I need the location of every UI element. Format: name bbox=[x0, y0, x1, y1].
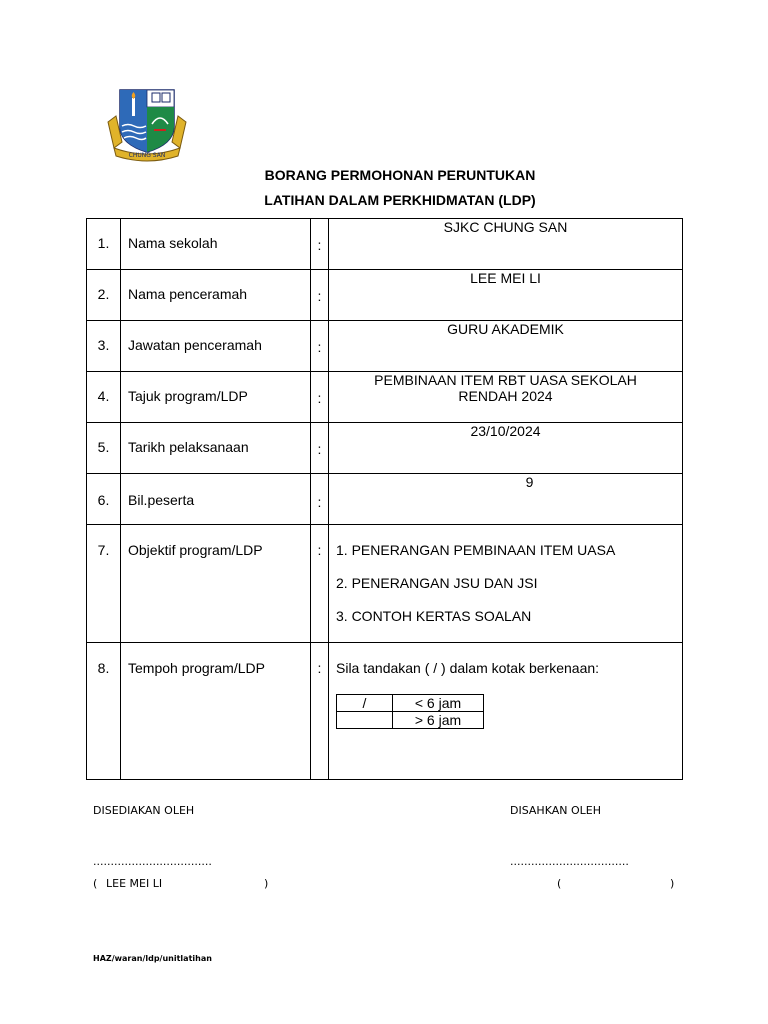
objective-item[interactable]: 3. CONTOH KERTAS SOALAN bbox=[336, 608, 532, 624]
school-logo bbox=[104, 86, 190, 162]
row-label: Tempoh program/LDP bbox=[128, 660, 265, 676]
row-label: Jawatan penceramah bbox=[128, 337, 262, 353]
duration-checkbox-table bbox=[336, 694, 484, 729]
row-colon: : bbox=[317, 390, 322, 406]
row-colon: : bbox=[317, 288, 322, 304]
row-label: Bil.peserta bbox=[128, 492, 195, 508]
duration-checkbox[interactable] bbox=[337, 712, 393, 729]
duration-option-label: > 6 jam bbox=[393, 712, 484, 729]
prepared-paren-close: ) bbox=[264, 877, 269, 890]
row-colon: : bbox=[317, 237, 322, 253]
approved-paren-open: ( bbox=[557, 877, 562, 890]
prepared-by-label: DISEDIAKAN OLEH bbox=[93, 804, 195, 817]
duration-instruction: Sila tandakan ( / ) dalam kotak berkenaan: bbox=[336, 660, 600, 676]
row-label: Tajuk program/LDP bbox=[128, 388, 248, 404]
form-row-speaker-name bbox=[87, 270, 683, 321]
row-number: 3. bbox=[97, 337, 110, 353]
row-colon: : bbox=[317, 339, 322, 355]
application-form-table bbox=[86, 218, 683, 780]
approved-signature-line[interactable]: .................................. bbox=[510, 855, 629, 868]
duration-option-more-6 bbox=[337, 712, 484, 729]
row-number: 5. bbox=[97, 439, 110, 455]
approved-by-label: DISAHKAN OLEH bbox=[510, 804, 601, 817]
prepared-paren-open: ( bbox=[93, 877, 98, 890]
row-number: 2. bbox=[97, 286, 110, 302]
row-label: Nama penceramah bbox=[128, 286, 248, 302]
speaker-name-value[interactable]: LEE MEI LI bbox=[470, 270, 541, 286]
row-number: 4. bbox=[97, 388, 110, 404]
form-row-duration bbox=[87, 643, 683, 780]
row-label: Tarikh pelaksanaan bbox=[128, 439, 249, 455]
objective-list bbox=[336, 542, 615, 624]
row-colon: : bbox=[317, 542, 322, 558]
form-title-line1: BORANG PERMOHONAN PERUNTUKAN bbox=[264, 167, 536, 183]
program-title-value[interactable]: PEMBINAAN ITEM RBT UASA SEKOLAH RENDAH 2024 bbox=[374, 372, 637, 404]
form-row-program-title bbox=[87, 372, 683, 423]
school-name-value[interactable]: SJKC CHUNG SAN bbox=[443, 219, 568, 235]
approved-paren-close: ) bbox=[670, 877, 675, 890]
form-row-school-name bbox=[87, 219, 683, 270]
speaker-position-value[interactable]: GURU AKADEMIK bbox=[447, 321, 564, 337]
form-row-objective bbox=[87, 525, 683, 643]
duration-option-less-6 bbox=[337, 695, 484, 712]
objective-item[interactable]: 2. PENERANGAN JSU DAN JSI bbox=[336, 575, 538, 591]
row-number: 1. bbox=[97, 235, 110, 251]
date-value[interactable]: 23/10/2024 bbox=[470, 423, 541, 439]
row-number: 7. bbox=[97, 542, 110, 558]
duration-checkbox[interactable]: / bbox=[337, 695, 393, 712]
prepared-signature-line[interactable]: .................................. bbox=[93, 855, 212, 868]
participants-value[interactable]: 9 bbox=[525, 474, 534, 490]
objective-item[interactable]: 1. PENERANGAN PEMBINAAN ITEM UASA bbox=[336, 542, 616, 558]
form-row-speaker-position bbox=[87, 321, 683, 372]
row-colon: : bbox=[317, 660, 322, 676]
document-reference-code: HAZ/waran/ldp/unitlatihan bbox=[93, 954, 212, 963]
row-label: Nama sekolah bbox=[128, 235, 218, 251]
prepared-name[interactable]: LEE MEI LI bbox=[106, 877, 163, 890]
row-colon: : bbox=[317, 441, 322, 457]
logo-banner-text: CHUNG SAN bbox=[128, 152, 166, 159]
duration-option-label: < 6 jam bbox=[393, 695, 484, 712]
row-colon: : bbox=[317, 494, 322, 510]
form-row-date bbox=[87, 423, 683, 474]
form-title-line2: LATIHAN DALAM PERKHIDMATAN (LDP) bbox=[264, 192, 536, 208]
row-number: 8. bbox=[97, 660, 110, 676]
form-row-participants bbox=[87, 474, 683, 525]
row-label: Objektif program/LDP bbox=[128, 542, 263, 558]
row-number: 6. bbox=[97, 492, 110, 508]
